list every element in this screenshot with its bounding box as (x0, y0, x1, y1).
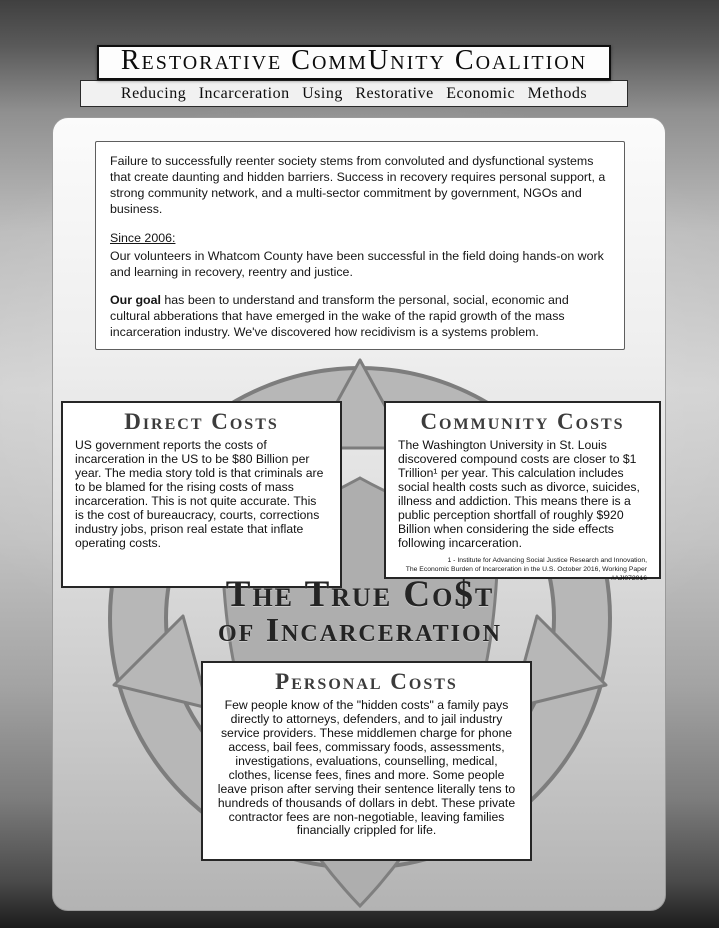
personal-costs-title: Personal Costs (275, 669, 458, 694)
center-title-line-2: of Incarceration (218, 612, 502, 649)
main-panel (52, 117, 666, 911)
intro-paragraph-2: Our volunteers in Whatcom County have been successful in the field doing hands-on work and learning in recovery, reentry and justice. (110, 248, 604, 279)
our-goal-label: Our goal (110, 292, 161, 307)
intro-paragraph-3-text: has been to understand and transform the personal, social, economic and cultural abberations that have emerged in the wake of the rapid growth of the mass incarceration industry. We've discovered how recidivism is a systems problem. (110, 292, 569, 340)
direct-costs-title: Direct Costs (124, 409, 279, 434)
title-banner (97, 45, 611, 80)
direct-costs-body: US government reports the costs of incarceration in the US to be $80 Billion per year. The media story told is that criminals are to be blamed for the rising costs of mass incarceration. This is not quite accurate. This is the cost of bureaucracy, courts, corrections industry jobs, prison real estate that inflate operating costs. (75, 438, 324, 550)
footnote-line-1: 1 - Institute for Advancing Social Justice Research and Innovation, (447, 556, 647, 564)
community-costs-title: Community Costs (420, 409, 625, 434)
community-costs-box (384, 401, 661, 582)
intro-paragraph-1: Failure to successfully reenter society stems from convoluted and dysfunctional systems that create daunting and hidden barriers. Success in recovery requires personal support, a strong community network, and a multi-sector commitment by government, NGOs and business. (110, 154, 606, 217)
direct-costs-box (61, 401, 342, 588)
community-costs-body: The Washington University in St. Louis discovered compound costs are closer to $1 Trillion¹ per year. This calculation includes social health costs such as divorce, suicides, illness and addiction. This means there is a public perception shortfall of roughly $920 Billion when considering the side effects following incarceration. (398, 438, 640, 550)
center-title (53, 576, 666, 650)
page-title: Restorative CommUnity Coalition (120, 45, 588, 76)
intro-paragraph-3 (110, 292, 610, 340)
subtitle-bar (80, 80, 628, 107)
page-subtitle: Reducing Incarceration Using Restorative Economic Methods (120, 84, 588, 102)
since-2006-label: Since 2006: (110, 230, 176, 245)
footnote-line-2: The Economic Burden of Incarceration in the U.S. October 2016, Working Paper #AJI072016 (405, 565, 647, 582)
personal-costs-box (201, 661, 532, 861)
personal-costs-body: Few people know of the "hidden costs" a family pays directly to attorneys, defenders, and to jail industry service providers. These middlemen charge for phone access, bail fees, commissary foods, assessments, investigations, evaluations, counselling, medical, clothes, license fees, fines and more. Some people leave prison after serving their sentence literally tens to hundreds of thousands of dollars in debt. These private contractor fees are non-negotiable, leaving families financially crippled for life. (217, 698, 516, 838)
center-title-line-1: The True Co$t (225, 574, 495, 615)
intro-box (95, 141, 625, 350)
